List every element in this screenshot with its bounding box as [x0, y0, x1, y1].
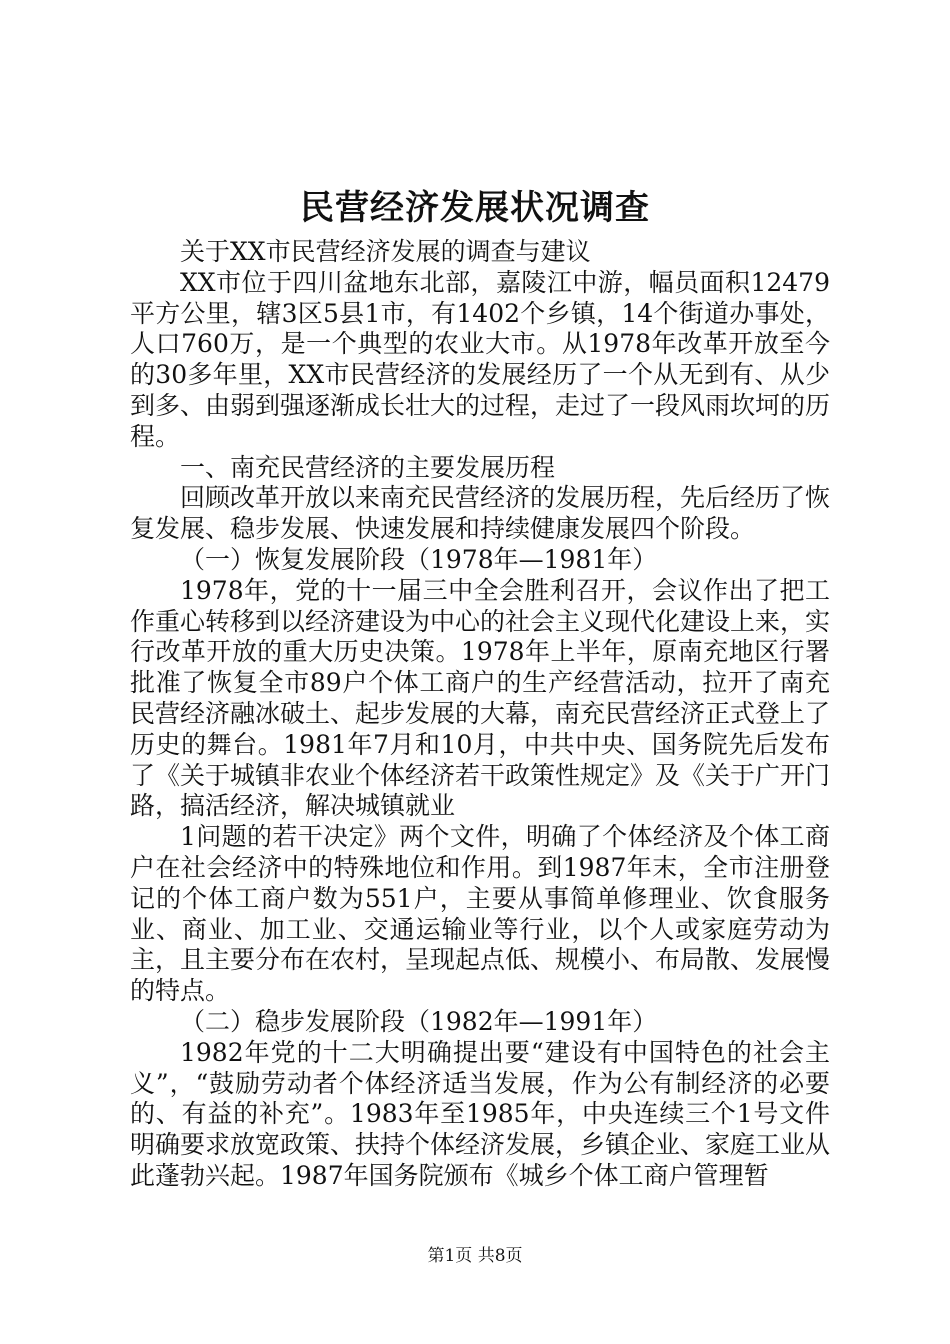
body-paragraph: 1问题的若干决定》两个文件，明确了个体经济及个体工商户在社会经济中的特殊地位和作用。到1987年末，全市注册登记的个体工商户数为551户，主要从事简单修理业、饮食服务业、商业、加工业、交通运输业等行业，以个人或家庭劳动为主，且主要分布在农村，呈现起点低、规模小、布局散、发展慢的特点。 [130, 822, 831, 1006]
body-paragraph: 1978年，党的十一届三中全会胜利召开，会议作出了把工作重心转移到以经济建设为中心的社会主义现代化建设上来，实行改革开放的重大历史决策。1978年上半年，原南充地区行署批准了恢复全市89户个体工商户的生产经营活动，拉开了南充民营经济融冰破土、起步发展的大幕，南充民营经济正式登上了历史的舞台。1981年7月和10月，中共中央、国务院先后发布了《关于城镇非农业个体经济若干政策性规定》及《关于广开门路，搞活经济，解决城镇就业 [130, 575, 831, 821]
body-paragraph: 回顾改革开放以来南充民营经济的发展历程，先后经历了恢复发展、稳步发展、快速发展和持续健康发展四个阶段。 [130, 483, 831, 544]
page-footer: 第1页 共8页 [427, 1246, 523, 1266]
document-title: 民营经济发展状况调查 [300, 188, 650, 228]
subsection-heading: （二）稳步发展阶段（1982年—1991年） [180, 1006, 658, 1036]
body-paragraph: XX市位于四川盆地东北部，嘉陵江中游，幅员面积12479平方公里，辖3区5县1市，有1402个乡镇，14个街道办事处，人口760万，是一个典型的农业大市。从1978年改革开放至今的30多年里，XX市民营经济的发展经历了一个从无到有、从少到多、由弱到强逐渐成长壮大的过程，走过了一段风雨坎坷的历程。 [130, 267, 831, 451]
subsection-heading: （一）恢复发展阶段（1978年—1981年） [180, 544, 658, 574]
document-body [130, 237, 830, 1192]
body-paragraph: 1982年党的十二大明确提出要“建设有中国特色的社会主义”，“鼓励劳动者个体经济适当发展，作为公有制经济的必要的、有益的补充”。1983年至1985年，中央连续三个1号文件明确要求放宽政策、扶持个体经济发展，乡镇企业、家庭工业从此蓬勃兴起。1987年国务院颁布《城乡个体工商户管理暂 [130, 1037, 831, 1190]
section-heading: 一、南充民营经济的主要发展历程 [180, 452, 556, 482]
subtitle-paragraph: 关于XX市民营经济发展的调查与建议 [180, 237, 591, 266]
